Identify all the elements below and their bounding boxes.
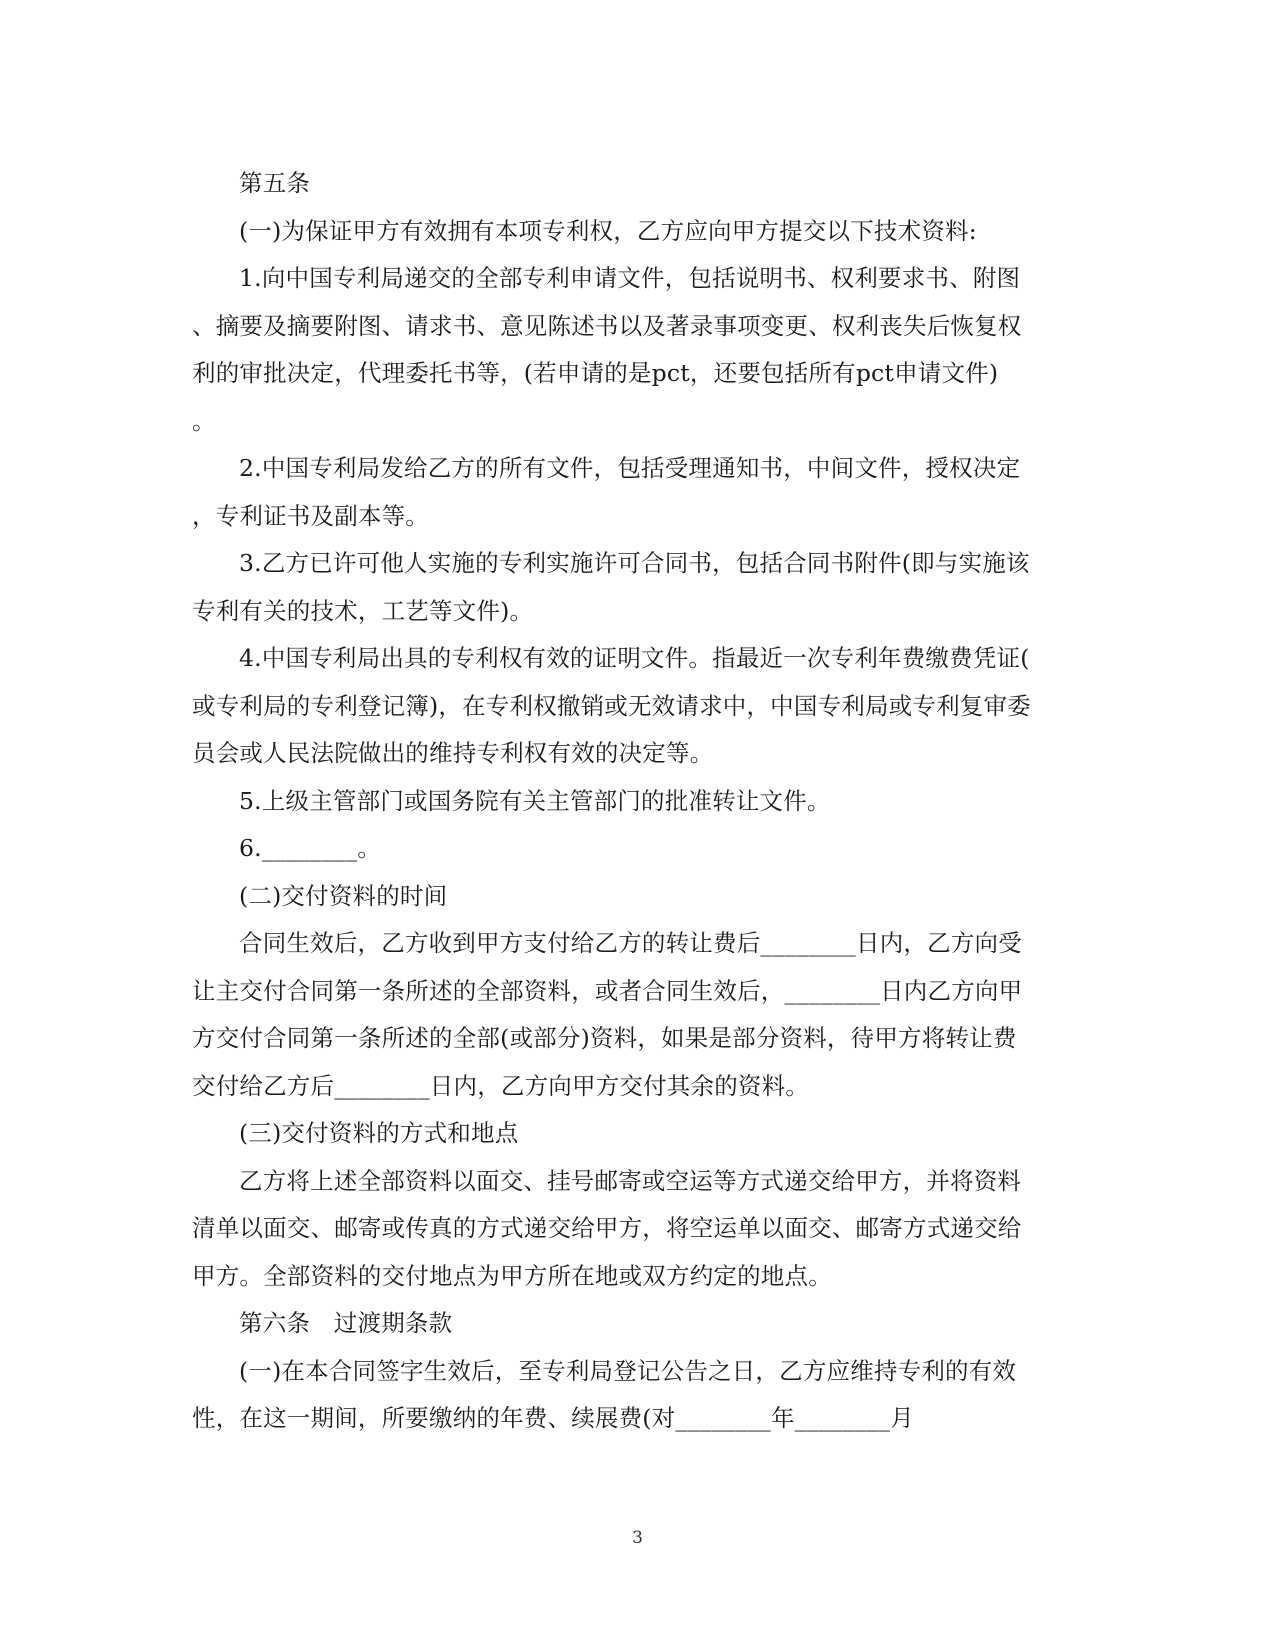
text-line: 5.上级主管部门或国务院有关主管部门的批准转让文件。 [239, 786, 831, 815]
text-line: ，专利证书及副本等。 [192, 501, 429, 530]
section-heading: (三)交付资料的方式和地点 [239, 1119, 519, 1147]
text-line: 、摘要及摘要附图、请求书、意见陈述书以及著录事项变更、权利丧失后恢复权 [192, 311, 1022, 340]
article-heading: 第五条 [239, 169, 311, 197]
page-number: 3 [632, 1528, 643, 1548]
text-line: 1.向中国专利局递交的全部专利申请文件，包括说明书、权利要求书、附图 [239, 264, 1021, 292]
text-line: 或专利局的专利登记簿)，在专利权撤销或无效请求中，中国专利局或专利复审委 [192, 691, 1031, 720]
text-line: 乙方将上述全部资料以面交、挂号邮寄或空运等方式递交给甲方，并将资料 [239, 1166, 1022, 1195]
body-text [192, 160, 1077, 1443]
text-line: 甲方。全部资料的交付地点为甲方所在地或双方约定的地点。 [192, 1261, 832, 1290]
text-line: 6.________。 [239, 834, 382, 862]
text-line: (一)在本合同签字生效后，至专利局登记公告之日，乙方应维持专利的有效 [239, 1356, 1017, 1385]
text-line: 交付给乙方后________日内，乙方向甲方交付其余的资料。 [192, 1071, 809, 1100]
text-line: 让主交付合同第一条所述的全部资料，或者合同生效后，________日内乙方向甲 [192, 976, 1023, 1005]
text-line: 2.中国专利局发给乙方的所有文件，包括受理通知书，中间文件，授权决定 [239, 454, 1021, 482]
text-line: 专利有关的技术，工艺等文件)。 [192, 596, 534, 625]
text-line: 利的审批决定，代理委托书等，(若申请的是pct，还要包括所有pct申请文件) [192, 359, 999, 387]
text-line: 方交付合同第一条所述的全部(或部分)资料，如果是部分资料，待甲方将转让费 [192, 1024, 1017, 1052]
text-line: 性，在这一期间，所要缴纳的年费、续展费(对________年________月 [192, 1404, 914, 1432]
text-line: 员会或人民法院做出的维持专利权有效的决定等。 [192, 739, 714, 767]
text-line: 。 [192, 406, 216, 435]
text-line: 合同生效后，乙方收到甲方支付给乙方的转让费后________日内，乙方向受 [239, 929, 1022, 957]
article-heading: 第六条 过渡期条款 [239, 1309, 453, 1337]
section-heading: (二)交付资料的时间 [239, 881, 448, 910]
text-line: 3.乙方已许可他人实施的专利实施许可合同书，包括合同书附件(即与实施该 [239, 549, 1030, 577]
text-line: 4.中国专利局出具的专利权有效的证明文件。指最近一次专利年费缴费凭证( [239, 644, 1030, 672]
text-line: 清单以面交、邮寄或传真的方式递交给甲方，将空运单以面交、邮寄方式递交给 [192, 1214, 1022, 1242]
text-line: (一)为保证甲方有效拥有本项专利权，乙方应向甲方提交以下技术资料: [239, 216, 977, 245]
